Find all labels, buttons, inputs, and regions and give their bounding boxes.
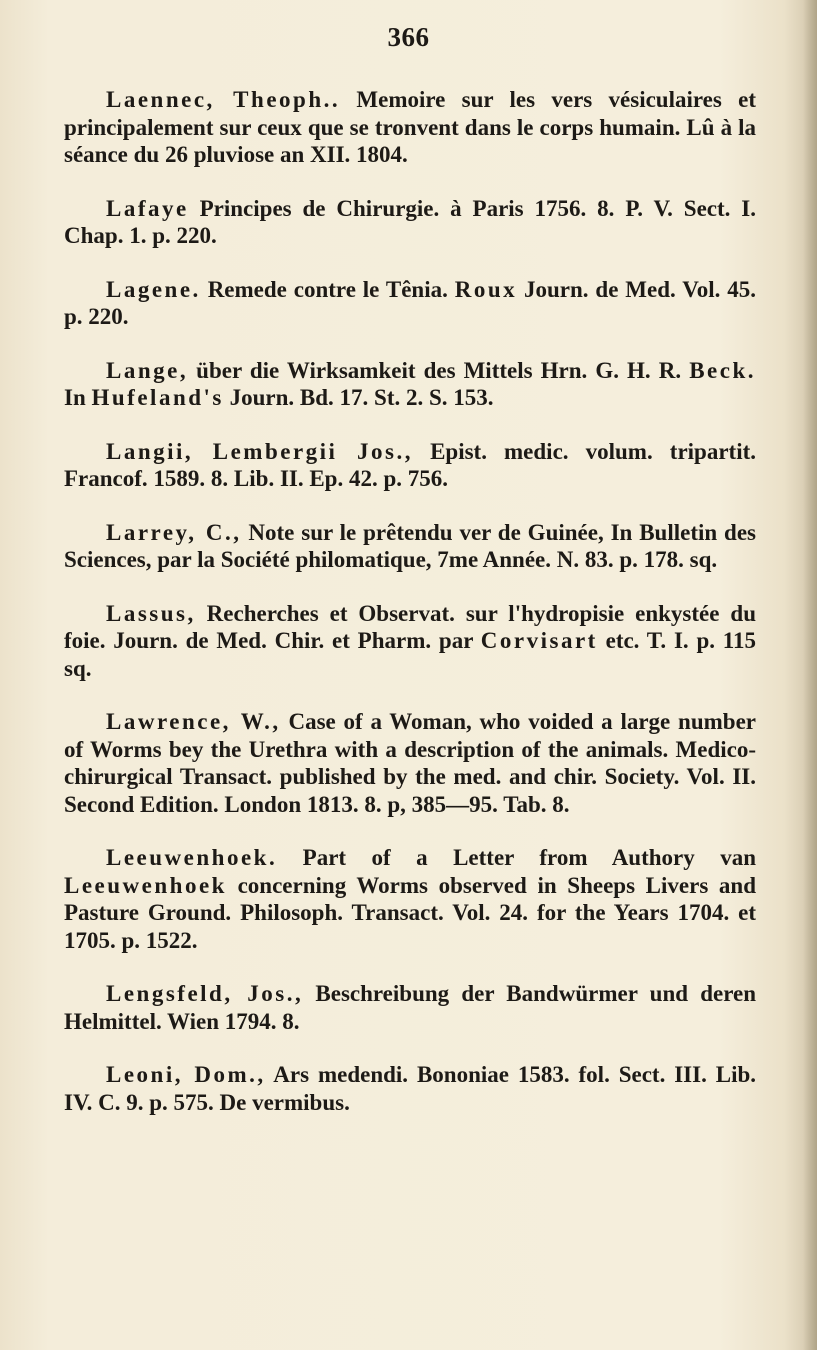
entry-text: Principes de Chirurgie. à Paris 1756. 8. P. V. Sect. I. Chap. 1. p. 220. (64, 195, 756, 248)
bibliography-entry (64, 980, 756, 1035)
entry-author: Leoni, Dom., (106, 1062, 266, 1087)
entry-text: Memoire sur les vers vésiculaires et principalement sur ceux que se tronvent dans le corps humain. Lû à la séance du 26 pluviose an XII. 1804. (64, 87, 756, 167)
entry-text: Recherches et Observat. sur l'hydropisie enkystée du foie. Journ. de Med. Chir. et Pharm. par (64, 600, 756, 653)
entry-text: Epist. medic. volum. tripartit. Francof. 1589. 8. Lib. II. Ep. 42. p. 756. (64, 438, 757, 491)
entry-author: Leeuwenhoek. (106, 845, 278, 870)
entry-text: Case of a Woman, who voided a large number of Worms bey the Urethra with a description of the animals. Medico-chirurgical Transact. published by the med. and chir. Society. Vol. II. Second Edition. London 1813. 8. p, 385—95. Tab. 8. (64, 709, 756, 817)
bibliography-entry (64, 708, 756, 818)
bibliography-entry (64, 276, 756, 331)
entry-text: Note sur le prêtendu ver de Guinée, In Bulletin des Sciences, par la Société philomatique, 7me Année. N. 83. p. 178. sq. (64, 519, 756, 572)
entry-author: Langii, Lembergii Jos., (106, 438, 413, 464)
entry-text: Journ. de Med. Vol. 45. p. 220. (64, 276, 756, 329)
page-number: 366 (387, 22, 430, 52)
entry-author: Laennec, Theoph.. (106, 87, 341, 112)
entry-cited-name: Hufeland's (91, 385, 224, 410)
entry-text: Remede contre le Tênia. (200, 276, 455, 302)
entry-text: Part of a Letter from Authory van (277, 845, 756, 870)
bibliography-entry (64, 600, 756, 683)
entry-text: Beschreibung der Bandwürmer und deren Helmittel. Wien 1794. 8. (64, 981, 756, 1034)
bibliography-entry (64, 438, 756, 493)
entry-text: In (64, 385, 92, 410)
bibliography-list (64, 86, 756, 1142)
entry-author: Lange, (106, 357, 189, 383)
entry-author: Larrey, C., (106, 519, 242, 545)
entry-cited-name: Beck. (689, 357, 756, 383)
bibliography-entry (64, 844, 756, 954)
entry-cited-name: Leeuwenhoek (64, 872, 227, 898)
entry-cited-name: Roux (454, 276, 518, 302)
entry-text: concerning Worms observed in Sheeps Livers and Pasture Ground. Philosoph. Transact. Vol. 24. for the Years 1704. et 1705. p. 1522. (64, 872, 756, 953)
entry-cited-name: Corvisart (480, 628, 598, 653)
entry-author: Lawrence, W., (106, 709, 281, 734)
entry-author: Lagene. (106, 276, 201, 302)
bibliography-entry (64, 195, 756, 250)
entry-author: Lengsfeld, Jos., (106, 981, 304, 1006)
page-edge-shadow (803, 0, 817, 1350)
entry-author: Lafaye (106, 195, 189, 221)
entry-text: Ars medendi. Bononiae 1583. fol. Sect. III. Lib. IV. C. 9. p. 575. De vermibus. (64, 1062, 757, 1115)
bibliography-entry (64, 1061, 756, 1116)
entry-text: Journ. Bd. 17. St. 2. S. 153. (223, 385, 494, 410)
entry-author: Lassus, (106, 600, 196, 626)
entry-text: über die Wirksamkeit des Mittels Hrn. G. H. R. (188, 357, 690, 383)
bibliography-entry (64, 86, 756, 169)
bibliography-entry (64, 519, 756, 574)
entry-text: etc. T. I. p. 115 sq. (64, 628, 756, 681)
bibliography-entry (64, 357, 756, 412)
